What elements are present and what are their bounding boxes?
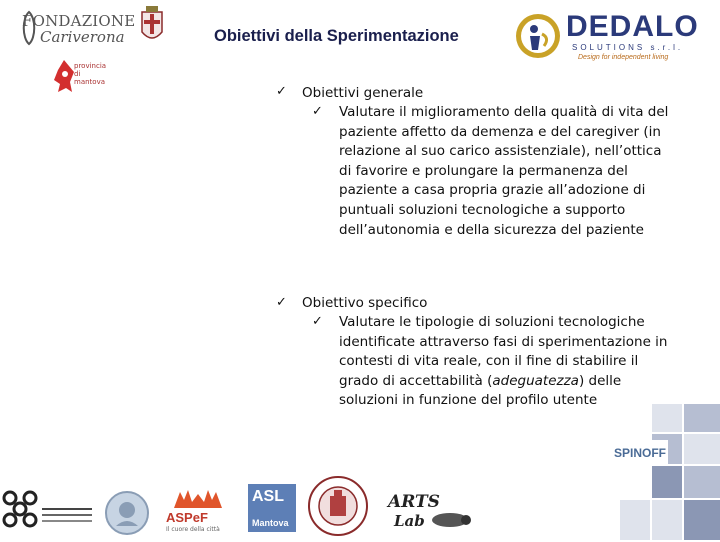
arts-subtext: Lab	[394, 512, 425, 530]
section-heading-specific: Obiettivo specifico	[302, 295, 428, 311]
section-heading-general: Obiettivi generale	[302, 85, 424, 101]
seal-icon	[104, 490, 150, 536]
arts-text: ARTS	[388, 492, 440, 512]
specific-text-part: ) delle soluzioni in funzione del profilo utente	[339, 372, 622, 409]
aspef-logo	[164, 488, 232, 536]
asl-mantova-logo	[248, 484, 296, 532]
deco-square	[652, 404, 682, 432]
deco-square	[652, 500, 682, 540]
specific-objective-text	[339, 313, 669, 411]
sant-anna-seal-icon	[306, 474, 370, 538]
spinoff-logo	[612, 440, 668, 466]
dedalo-subtitle: SOLUTIONS s.r.l.	[572, 43, 684, 52]
scuola-sant-anna-logo	[306, 474, 370, 538]
deco-square	[684, 434, 720, 464]
network-icon	[0, 488, 40, 532]
fondazione-subname: Cariverona	[40, 28, 125, 46]
deco-square	[652, 466, 682, 498]
lizard-icon	[428, 508, 472, 532]
university-seal-logo	[104, 490, 150, 536]
city-crest-icon	[138, 4, 166, 48]
checkmark-icon: ✓	[312, 314, 323, 329]
spinoff-text: SPINOFF	[614, 446, 667, 460]
provincia-mantova-logo	[52, 58, 112, 96]
dedalo-emblem-icon	[514, 12, 562, 60]
specific-text-emphasis: adeguatezza	[492, 372, 579, 389]
aspef-text: ASPeF	[166, 510, 208, 525]
hands-icon	[170, 488, 226, 510]
checkmark-icon: ✓	[276, 84, 287, 99]
provincia-emblem-icon	[52, 58, 76, 94]
rete-logo	[0, 488, 96, 536]
deco-square	[684, 466, 720, 498]
dedalo-solutions-logo	[514, 10, 699, 62]
asl-text: ASL	[252, 488, 284, 505]
provincia-label: provincia di mantova	[74, 62, 107, 86]
checkmark-icon: ✓	[276, 295, 287, 310]
deco-square	[684, 500, 720, 540]
arts-lab-logo	[386, 490, 476, 538]
dedalo-tagline: Design for independent living	[578, 54, 669, 61]
aspef-subtext: Il cuore della città	[166, 526, 220, 533]
dedalo-wordmark: DEDALO	[566, 10, 699, 43]
specific-text-part: Valutare le tipologie di soluzioni tecnologiche identificate attraverso fasi di sperimentazione in contesti di vita reale, con il fine di stabilire il grado di accettabilità (	[339, 314, 668, 389]
deco-square	[684, 404, 720, 432]
page-title: Obiettivi della Sperimentazione	[214, 27, 459, 45]
asl-subtext: Mantova	[252, 518, 289, 528]
comune-verona-crest	[138, 4, 166, 48]
general-objective-text: Valutare il miglioramento della qualità di vita del paziente affetto da demenza e del caregiver (in relazione al suo carico assistenziale), nell’ottica di favorire e prolungare la permanenza del paziente a casa propria grazie all’adozione di puntuali soluzioni tecnologiche a supporto dell’autonomia e della sicurezza del paziente	[339, 104, 669, 238]
checkmark-icon: ✓	[312, 104, 323, 119]
deco-square	[620, 500, 650, 540]
fondazione-name: FONDAZIONE	[22, 12, 136, 30]
fondazione-cariverona-logo	[18, 6, 136, 50]
